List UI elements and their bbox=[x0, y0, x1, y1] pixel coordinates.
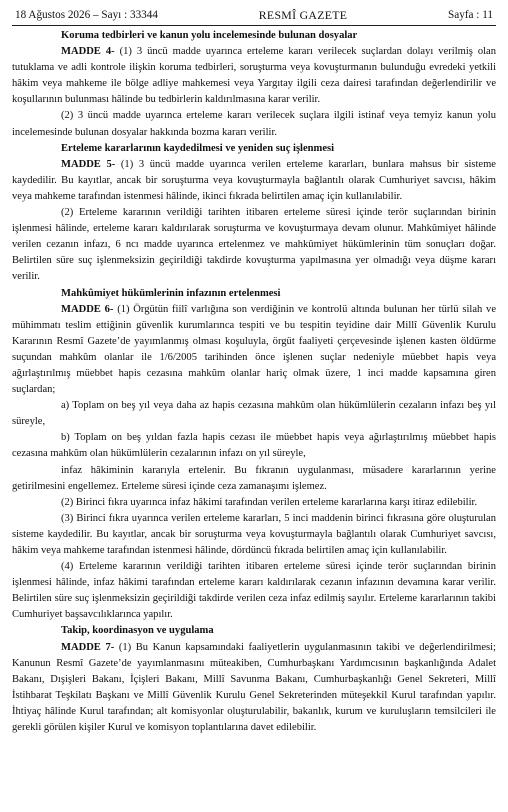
section-heading: Takip, koordinasyon ve uygulama bbox=[61, 625, 214, 637]
paragraph: a) Toplam on beş yıl veya daha az hapis cezasına mahkûm olan hükümlülerin cezaların infazı beş yıl süreyle, bbox=[12, 400, 496, 428]
paragraph: infaz hâkiminin kararıyla ertelenir. Bu fıkranın uygulanması, müsadere kararlarının yerine getirilmesini engellemez. Erteleme süresi içinde ceza zamanaşımı işlemez. bbox=[12, 464, 496, 492]
paragraph: MADDE 4- (1) 3 üncü madde uyarınca erteleme kararı verilecek suçlardan dolayı verilmiş olan tutuklama ve adli kontrole ilişkin koruma tedbirleri, soruşturma veya kovuşturmanın bulunduğu evredeki yetkili hâkim veya mahkeme ile bölge adliye mahkemesi veya Yargıtay ilgili ceza dairesi tarafından değerlendirilir ve koşullarının bulunması hâlinde bu tedbirlerin kaldırılmasına karar verilir. bbox=[12, 46, 497, 106]
document-body bbox=[12, 26, 496, 736]
article-number: MADDE 7- bbox=[61, 641, 115, 653]
paragraph: MADDE 7- (1) Bu Kanun kapsamındaki faaliyetlerin uygulanmasının takibi ve değerlendirilmesi; Kanunun Resmî Gazete’de yayımlanmasını müteakiben, Cumhurbaşkanı Yardımcısının başkanlığında Adalet Bakanı, Dışişleri Bakanı, İçişleri Bakanı, Millî Savunma Bakanı, Cumhurbaşkanlığı Genel Sekreteri, Millî İstihbarat Teşkilatı Başkanı ve Millî Güvenlik Kurulu Genel Sekreterinden müteşekkil Kurul tarafından yapılır. İhtiyaç hâlinde Kurul tarafından; alt komisyonlar oluşturulabilir, bakanlık, kurum ve kuruluşların temsilcileri ile gerekli görülen kişiler Kurul ve komisyon toplantılarına davet edilebilir. bbox=[12, 641, 496, 734]
paragraph: MADDE 5- (1) 3 üncü madde uyarınca verilen erteleme kararları, bunlara mahsus bir sisteme kaydedilir. Bu kayıtlar, ancak bir soruşturma veya kovuşturmayla bağlantılı olarak Cumhuriyet savcısı, hâkim veya mahkeme tarafından istenmesi hâlinde, ikinci fıkrada belirtilen amaç için kullanılabilir. bbox=[12, 158, 496, 202]
article-number: MADDE 5- bbox=[61, 158, 116, 170]
section-heading: Koruma tedbirleri ve kanun yolu incelemesinde bulunan dosyalar bbox=[61, 30, 358, 41]
article-number: MADDE 6- bbox=[61, 303, 114, 315]
issue-date: 18 Ağustos 2026 – Sayı : 33344 bbox=[15, 9, 158, 21]
paragraph: (2) 3 üncü madde uyarınca erteleme kararı verilecek suçlara ilgili istinaf veya temyiz kanun yolu incelemesinde bulunan dosyalar hakkında bozma kararı verilir. bbox=[12, 110, 496, 138]
page-number: Sayfa : 11 bbox=[448, 9, 493, 21]
paragraph: MADDE 6- (1) Örgütün fiilî varlığına son verdiğinin ve kontrolü altında bulunan her türlü silah ve mühimmatı teslim ettiğinin güvenlik kurumlarınca tespiti ve bu tespitin teyidine dair Millî Güvenlik Kurulu Kararının Resmî Gazete’de yayımlanmış olması koşuluyla, örgüt faaliyeti çerçevesinde işlenen kasten öldürme suçundan mahkûm olanlar ile 1/6/2005 tarihinden önce işlenen suçlar nedeniyle müebbet hapis veya ağırlaştırılmış müebbet hapis cezasına mahkûm olanlar hariç olmak üzere, 1 inci madde kapsamına giren suçlardan; bbox=[12, 303, 497, 396]
paragraph: (3) Birinci fıkra uyarınca verilen erteleme kararları, 5 inci maddenin birinci fıkrasına göre oluşturulan sisteme kaydedilir. Bu kayıtlar, ancak bir soruşturma veya kovuşturmayla bağlantılı olarak Cumhuriyet savcısı, hâkim veya mahkeme tarafından istenmesi hâlinde, dördüncü fıkrada belirtilen amaç için kullanılabilir. bbox=[12, 512, 496, 556]
article-number: MADDE 4- bbox=[61, 46, 115, 58]
paragraph: (4) Erteleme kararının verildiği tarihten itibaren erteleme süresi içinde terör suçlarından birinin işlenmesi hâlinde, infaz hâkimi tarafından erteleme kararı kaldırılarak cezanın infazının devamına karar verilir. Belirtilen süre suç işlenmeksizin geçirildiği takdirde verilen ceza infaz edilmiş sayılır. Erteleme kararlarının takibi Cumhuriyet başsavcılıklarınca yapılır. bbox=[12, 561, 496, 621]
paragraph: (2) Erteleme kararının verildiği tarihten itibaren erteleme süresi içinde terör suçlarından birinin işlenmesi hâlinde, erteleme kararı kaldırılarak soruşturma ve kovuşturmaya devam olunur. Mahkûmiyet hâlinde verilen cezanın infazı, 6 ncı madde uyarınca ertelenmez ve mahkûmiyet hükümlerinin tüm sonuçları doğar. Belirtilen süre suç işlenmeksizin geçirildiği takdirde kovuşturma yapılmasına yer olmadığı veya düşme kararı verilir. bbox=[12, 207, 496, 283]
gazette-title: RESMÎ GAZETE bbox=[258, 8, 348, 22]
page-header bbox=[12, 8, 496, 26]
section-heading: Mahkûmiyet hükümlerinin infazının ertelenmesi bbox=[61, 287, 281, 299]
section-heading: Erteleme kararlarının kaydedilmesi ve yeniden suç işlenmesi bbox=[61, 142, 335, 154]
paragraph: b) Toplam on beş yıldan fazla hapis cezası ile müebbet hapis veya ağırlaştırılmış müebbet hapis cezasına mahkûm olan hükümlülerin cezalarının infazı on yıl süreyle, bbox=[12, 432, 496, 460]
paragraph: (2) Birinci fıkra uyarınca infaz hâkimi tarafından verilen erteleme kararlarına karşı itiraz edilebilir. bbox=[61, 496, 478, 508]
